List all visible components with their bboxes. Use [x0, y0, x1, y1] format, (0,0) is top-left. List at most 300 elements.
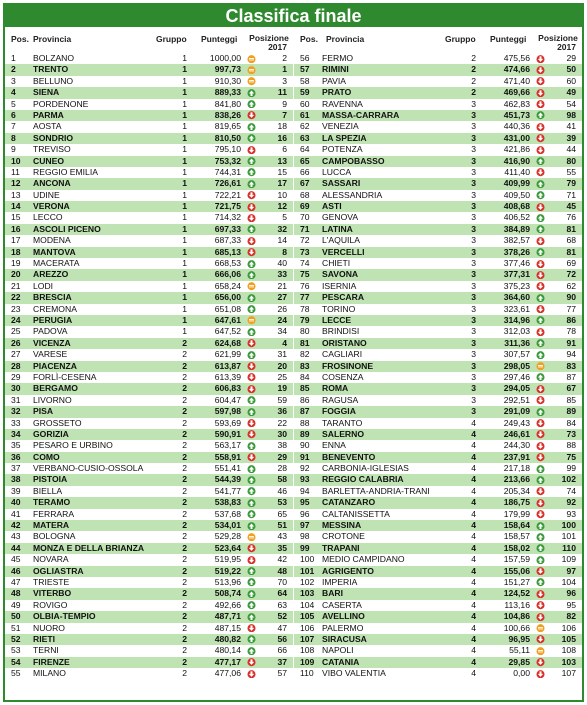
trend-up-icon — [247, 601, 256, 609]
row-position: 57 — [300, 64, 310, 75]
row-province: POTENZA — [322, 144, 363, 155]
row-score: 292,51 — [503, 394, 530, 405]
row-province: L'AQUILA — [322, 235, 360, 246]
row-group: 3 — [471, 269, 476, 280]
row-score: 613,39 — [214, 371, 241, 382]
trend-down-icon — [536, 635, 545, 643]
row-province: TRAPANI — [322, 542, 360, 553]
trend-up-icon — [536, 578, 545, 586]
table-row — [294, 440, 582, 451]
row-group: 3 — [471, 132, 476, 143]
row-province: ANCONA — [33, 178, 71, 189]
row-province: ORISTANO — [322, 337, 367, 348]
row-score: 726,61 — [214, 178, 241, 189]
row-group: 4 — [471, 542, 476, 553]
trend-up-icon — [536, 544, 545, 552]
row-score: 469,66 — [503, 87, 530, 98]
row-rank-2017: 45 — [566, 201, 576, 212]
row-province: PARMA — [33, 109, 64, 120]
row-group: 4 — [471, 565, 476, 576]
row-province: VICENZA — [33, 337, 71, 348]
table-row — [294, 292, 582, 303]
row-rank-2017: 105 — [561, 633, 576, 644]
table-row — [5, 133, 293, 144]
row-group: 3 — [471, 371, 476, 382]
row-rank-2017: 60 — [566, 75, 576, 86]
row-province: MONZA E DELLA BRIANZA — [33, 542, 145, 553]
row-group: 1 — [182, 64, 187, 75]
row-position: 84 — [300, 371, 310, 382]
row-province: VARESE — [33, 349, 68, 360]
table-row — [5, 440, 293, 451]
row-score: 613,87 — [214, 360, 241, 371]
row-score: 409,50 — [503, 189, 530, 200]
trend-down-icon — [536, 328, 545, 336]
header-provincia: Provincia — [33, 34, 72, 44]
row-position: 67 — [300, 178, 310, 189]
table-row — [5, 486, 293, 497]
row-group: 1 — [182, 314, 187, 325]
table-row — [5, 418, 293, 429]
row-score: 151,27 — [503, 576, 530, 587]
row-score: 487,71 — [214, 611, 241, 622]
row-province: ROMA — [322, 383, 349, 394]
row-position: 48 — [11, 588, 21, 599]
row-province: PADOVA — [33, 326, 68, 337]
trend-up-icon — [247, 465, 256, 473]
row-position: 54 — [11, 656, 21, 667]
row-position: 41 — [11, 508, 21, 519]
row-group: 2 — [182, 531, 187, 542]
row-score: 889,33 — [214, 87, 241, 98]
trend-up-icon — [247, 522, 256, 530]
table-row — [294, 258, 582, 269]
row-position: 5 — [11, 98, 16, 109]
row-province: GROSSETO — [33, 417, 82, 428]
row-group: 2 — [182, 440, 187, 451]
row-position: 44 — [11, 542, 21, 553]
row-province: REGGIO EMILIA — [33, 166, 98, 177]
row-province: MACERATA — [33, 258, 80, 269]
table-row — [294, 543, 582, 554]
row-score: 307,57 — [503, 349, 530, 360]
row-position: 71 — [300, 223, 310, 234]
row-group: 2 — [182, 656, 187, 667]
row-position: 108 — [300, 645, 315, 656]
row-position: 16 — [11, 223, 21, 234]
table-row — [294, 167, 582, 178]
row-score: 104,86 — [503, 611, 530, 622]
row-province: ASTI — [322, 201, 342, 212]
row-province: GORIZIA — [33, 428, 69, 439]
trend-same-icon — [536, 647, 545, 655]
trend-up-icon — [536, 408, 545, 416]
right-column — [294, 27, 582, 679]
trend-down-icon — [536, 282, 545, 290]
trend-up-icon — [536, 339, 545, 347]
trend-down-icon — [536, 670, 545, 678]
row-group: 1 — [182, 258, 187, 269]
row-group: 2 — [182, 576, 187, 587]
table-row — [294, 395, 582, 406]
row-province: COMO — [33, 451, 60, 462]
row-rank-2017: 53 — [277, 497, 287, 508]
row-score: 298,05 — [503, 360, 530, 371]
row-position: 91 — [300, 451, 310, 462]
table-row — [5, 53, 293, 64]
trend-up-icon — [247, 225, 256, 233]
trend-down-icon — [247, 419, 256, 427]
row-rank-2017: 69 — [566, 258, 576, 269]
row-group: 1 — [182, 144, 187, 155]
row-score: 721,75 — [214, 201, 241, 212]
row-rank-2017: 107 — [561, 668, 576, 679]
row-score: 406,52 — [503, 212, 530, 223]
trend-down-icon — [536, 203, 545, 211]
row-score: 294,05 — [503, 383, 530, 394]
row-rank-2017: 85 — [566, 394, 576, 405]
row-score: 364,60 — [503, 292, 530, 303]
table-row — [5, 315, 293, 326]
row-position: 35 — [11, 440, 21, 451]
table-row — [294, 588, 582, 599]
row-position: 47 — [11, 576, 21, 587]
trend-down-icon — [536, 567, 545, 575]
row-score: 838,26 — [214, 109, 241, 120]
row-group: 2 — [182, 428, 187, 439]
right-table-body — [294, 53, 582, 679]
trend-same-icon — [247, 66, 256, 74]
row-score: 462,83 — [503, 98, 530, 109]
trend-up-icon — [536, 522, 545, 530]
row-rank-2017: 6 — [282, 144, 287, 155]
row-rank-2017: 59 — [277, 394, 287, 405]
table-row — [294, 497, 582, 508]
row-province: RIMINI — [322, 64, 349, 75]
table-row — [5, 566, 293, 577]
row-province: NUORO — [33, 622, 65, 633]
table-row — [294, 247, 582, 258]
trend-up-icon — [536, 351, 545, 359]
row-province: BELLUNO — [33, 75, 74, 86]
table-row — [294, 452, 582, 463]
row-province: PESCARA — [322, 292, 365, 303]
row-score: 656,00 — [214, 292, 241, 303]
row-score: 529,28 — [214, 531, 241, 542]
table-row — [5, 121, 293, 132]
row-position: 25 — [11, 326, 21, 337]
row-rank-2017: 22 — [277, 417, 287, 428]
row-province: PRATO — [322, 87, 352, 98]
row-score: 714,32 — [214, 212, 241, 223]
row-group: 2 — [182, 542, 187, 553]
row-position: 86 — [300, 394, 310, 405]
row-score: 647,61 — [214, 314, 241, 325]
row-province: FERRARA — [33, 508, 75, 519]
row-group: 2 — [182, 554, 187, 565]
row-rank-2017: 24 — [277, 314, 287, 325]
row-group: 1 — [182, 155, 187, 166]
row-position: 27 — [11, 349, 21, 360]
row-score: 819,65 — [214, 121, 241, 132]
row-rank-2017: 42 — [277, 554, 287, 565]
row-score: 685,13 — [214, 246, 241, 257]
row-rank-2017: 21 — [277, 280, 287, 291]
row-score: 563,17 — [214, 440, 241, 451]
row-position: 77 — [300, 292, 310, 303]
row-score: 323,61 — [503, 303, 530, 314]
row-province: MODENA — [33, 235, 71, 246]
row-group: 3 — [471, 406, 476, 417]
row-province: OGLIASTRA — [33, 565, 84, 576]
row-rank-2017: 7 — [282, 109, 287, 120]
trend-up-icon — [536, 191, 545, 199]
table-row — [5, 178, 293, 189]
row-position: 93 — [300, 474, 310, 485]
table-row — [5, 463, 293, 474]
table-row — [5, 269, 293, 280]
table-row — [294, 178, 582, 189]
row-score: 409,99 — [503, 178, 530, 189]
row-rank-2017: 9 — [282, 98, 287, 109]
row-province: PIACENZA — [33, 360, 77, 371]
row-score: 291,09 — [503, 406, 530, 417]
row-position: 58 — [300, 75, 310, 86]
row-group: 1 — [182, 235, 187, 246]
row-province: BARLETTA-ANDRIA-TRANI — [322, 485, 430, 496]
row-rank-2017: 15 — [277, 166, 287, 177]
row-position: 30 — [11, 383, 21, 394]
trend-up-icon — [247, 499, 256, 507]
row-position: 66 — [300, 166, 310, 177]
row-province: SASSARI — [322, 178, 361, 189]
table-row — [294, 531, 582, 542]
row-group: 3 — [471, 280, 476, 291]
trend-down-icon — [536, 510, 545, 518]
table-row — [294, 406, 582, 417]
row-position: 22 — [11, 292, 21, 303]
row-position: 68 — [300, 189, 310, 200]
table-row — [294, 668, 582, 679]
row-position: 12 — [11, 178, 21, 189]
trend-up-icon — [536, 248, 545, 256]
table-row — [5, 509, 293, 520]
row-group: 2 — [182, 463, 187, 474]
row-province: CATANZARO — [322, 497, 376, 508]
row-province: CAGLIARI — [322, 349, 363, 360]
row-group: 3 — [471, 246, 476, 257]
row-position: 104 — [300, 599, 315, 610]
row-rank-2017: 88 — [566, 440, 576, 451]
row-group: 2 — [182, 497, 187, 508]
row-score: 697,33 — [214, 223, 241, 234]
trend-down-icon — [247, 544, 256, 552]
row-group: 1 — [182, 292, 187, 303]
row-position: 53 — [11, 645, 21, 656]
row-province: RAGUSA — [322, 394, 359, 405]
row-rank-2017: 84 — [566, 417, 576, 428]
row-rank-2017: 39 — [566, 132, 576, 143]
row-rank-2017: 101 — [561, 531, 576, 542]
row-position: 59 — [300, 87, 310, 98]
row-position: 92 — [300, 463, 310, 474]
trend-down-icon — [536, 396, 545, 404]
trend-down-icon — [536, 260, 545, 268]
table-row — [294, 349, 582, 360]
trend-up-icon — [247, 442, 256, 450]
row-province: MEDIO CAMPIDANO — [322, 554, 405, 565]
row-group: 4 — [471, 428, 476, 439]
row-score: 113,16 — [504, 599, 530, 610]
trend-up-icon — [536, 214, 545, 222]
row-group: 4 — [471, 622, 476, 633]
row-score: 29,85 — [508, 656, 530, 667]
trend-up-icon — [247, 635, 256, 643]
trend-same-icon — [536, 624, 545, 632]
row-province: ALESSANDRIA — [322, 189, 383, 200]
row-group: 2 — [182, 383, 187, 394]
table-row — [5, 429, 293, 440]
row-position: 81 — [300, 337, 310, 348]
row-score: 487,15 — [214, 622, 241, 633]
row-province: BIELLA — [33, 485, 63, 496]
row-group: 4 — [471, 520, 476, 531]
row-group: 3 — [471, 98, 476, 109]
row-province: BRINDISI — [322, 326, 360, 337]
table-row — [294, 463, 582, 474]
trend-down-icon — [247, 658, 256, 666]
row-province: AGRIGENTO — [322, 565, 374, 576]
row-group: 1 — [182, 201, 187, 212]
row-rank-2017: 49 — [566, 87, 576, 98]
row-position: 36 — [11, 451, 21, 462]
row-province: PESARO E URBINO — [33, 440, 113, 451]
row-province: ENNA — [322, 440, 346, 451]
row-province: BOLOGNA — [33, 531, 76, 542]
row-rank-2017: 66 — [277, 645, 287, 656]
table-row — [5, 577, 293, 588]
row-rank-2017: 30 — [277, 428, 287, 439]
row-rank-2017: 43 — [277, 531, 287, 542]
row-position: 26 — [11, 337, 21, 348]
row-position: 94 — [300, 485, 310, 496]
table-row — [294, 99, 582, 110]
row-province: RIETI — [33, 633, 55, 644]
row-position: 61 — [300, 109, 310, 120]
row-group: 3 — [471, 303, 476, 314]
row-position: 45 — [11, 554, 21, 565]
row-group: 2 — [182, 394, 187, 405]
row-rank-2017: 54 — [566, 98, 576, 109]
trend-down-icon — [247, 339, 256, 347]
header-pos: Pos. — [300, 34, 318, 44]
trend-down-icon — [536, 601, 545, 609]
row-score: 158,64 — [503, 520, 530, 531]
row-score: 492,66 — [214, 599, 241, 610]
row-position: 60 — [300, 98, 310, 109]
row-score: 666,06 — [214, 269, 241, 280]
table-row — [294, 76, 582, 87]
row-group: 3 — [471, 144, 476, 155]
row-position: 95 — [300, 497, 310, 508]
row-group: 2 — [182, 417, 187, 428]
row-position: 75 — [300, 269, 310, 280]
table-row — [294, 64, 582, 75]
table-row — [294, 190, 582, 201]
trend-down-icon — [536, 146, 545, 154]
trend-down-icon — [247, 453, 256, 461]
trend-down-icon — [536, 590, 545, 598]
row-group: 2 — [471, 64, 476, 75]
row-rank-2017: 12 — [277, 201, 287, 212]
row-province: PERUGIA — [33, 314, 73, 325]
table-row — [294, 110, 582, 121]
row-rank-2017: 89 — [566, 406, 576, 417]
row-rank-2017: 71 — [566, 189, 576, 200]
row-rank-2017: 104 — [561, 576, 576, 587]
row-group: 4 — [471, 599, 476, 610]
row-group: 3 — [471, 326, 476, 337]
row-rank-2017: 16 — [277, 132, 287, 143]
row-position: 55 — [11, 668, 21, 679]
row-score: 538,83 — [214, 497, 241, 508]
table-row — [294, 418, 582, 429]
trend-down-icon — [536, 453, 545, 461]
trend-down-icon — [247, 624, 256, 632]
row-score: 155,06 — [503, 565, 530, 576]
row-position: 99 — [300, 542, 310, 553]
row-position: 110 — [300, 668, 314, 679]
table-row — [5, 611, 293, 622]
row-rank-2017: 65 — [277, 508, 287, 519]
table-row — [5, 657, 293, 668]
row-province: LA SPEZIA — [322, 132, 367, 143]
trend-down-icon — [536, 100, 545, 108]
row-position: 37 — [11, 463, 21, 474]
row-position: 32 — [11, 406, 21, 417]
header-posizione — [247, 34, 291, 52]
table-row — [294, 281, 582, 292]
row-province: LODI — [33, 280, 54, 291]
row-position: 97 — [300, 520, 310, 531]
row-position: 74 — [300, 258, 310, 269]
row-position: 82 — [300, 349, 310, 360]
row-group: 1 — [182, 326, 187, 337]
row-position: 89 — [300, 428, 310, 439]
row-rank-2017: 56 — [277, 633, 287, 644]
table-row — [5, 76, 293, 87]
row-rank-2017: 81 — [566, 246, 576, 257]
table-row — [294, 338, 582, 349]
row-position: 13 — [11, 189, 21, 200]
row-rank-2017: 90 — [566, 292, 576, 303]
row-position: 80 — [300, 326, 310, 337]
trend-down-icon — [247, 430, 256, 438]
row-rank-2017: 1 — [282, 64, 287, 75]
trend-up-icon — [247, 351, 256, 359]
row-group: 4 — [471, 451, 476, 462]
row-position: 64 — [300, 144, 310, 155]
row-province: MATERA — [33, 520, 70, 531]
trend-down-icon — [536, 442, 545, 450]
row-province: VENEZIA — [322, 121, 359, 132]
row-position: 62 — [300, 121, 310, 132]
row-group: 2 — [471, 75, 476, 86]
row-rank-2017: 8 — [282, 246, 287, 257]
trend-up-icon — [247, 123, 256, 131]
row-score: 606,83 — [214, 383, 241, 394]
row-group: 4 — [471, 417, 476, 428]
